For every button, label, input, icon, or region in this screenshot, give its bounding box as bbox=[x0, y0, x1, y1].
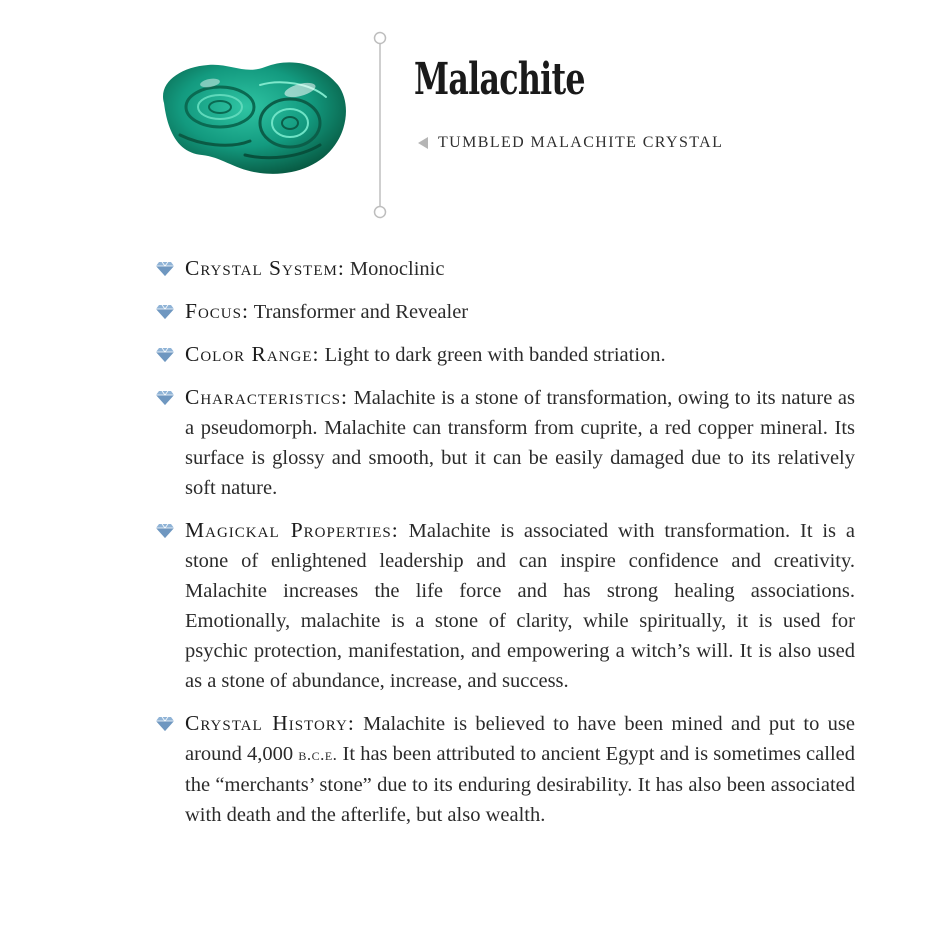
diamond-gem-icon bbox=[155, 390, 175, 406]
entry-text bbox=[185, 708, 855, 830]
entry-term: Crystal History: bbox=[185, 711, 355, 735]
triangle-left-icon bbox=[418, 137, 428, 149]
entry-text bbox=[185, 339, 855, 370]
entry-term: Crystal System: bbox=[185, 256, 345, 280]
entry-description-continued: It has been attributed to ancient Egypt and is sometimes called the “merchants’ stone” due to its enduring desirability. It has also been associated with death and the afterlife, but also wealth. bbox=[185, 743, 855, 826]
diamond-gem-icon bbox=[155, 523, 175, 539]
caption-text: TUMBLED MALACHITE CRYSTAL bbox=[438, 134, 724, 151]
entry-term: Focus: bbox=[185, 299, 249, 323]
crystal-properties-list bbox=[155, 253, 855, 842]
entry-term: Characteristics: bbox=[185, 385, 348, 409]
list-item-characteristics bbox=[155, 382, 855, 503]
entry-text bbox=[185, 253, 855, 284]
list-item-crystal-history bbox=[155, 708, 855, 830]
diamond-gem-icon bbox=[155, 304, 175, 320]
malachite-stone-image bbox=[150, 45, 355, 185]
list-item-crystal-system bbox=[155, 253, 855, 284]
entry-description: Light to dark green with banded striation. bbox=[319, 344, 666, 366]
entry-description: Malachite is a stone of transformation, owing to its nature as a pseudomorph. Malachite can transform from cuprite, a red copper mineral. Its surface is glossy and smooth, but it can be easily damaged due to its relatively soft nature. bbox=[185, 387, 855, 499]
list-item-focus bbox=[155, 296, 855, 327]
diamond-gem-icon bbox=[155, 716, 175, 732]
diamond-gem-icon bbox=[155, 347, 175, 363]
entry-text bbox=[185, 515, 855, 696]
entry-description: Malachite is believed to have been mined and put to use around 4,000 bbox=[185, 713, 855, 765]
entry-text bbox=[185, 382, 855, 503]
diamond-gem-icon bbox=[155, 261, 175, 277]
list-item-color-range bbox=[155, 339, 855, 370]
era-abbreviation: b.c.e. bbox=[298, 745, 338, 764]
list-item-magickal-properties bbox=[155, 515, 855, 696]
entry-description: Transformer and Revealer bbox=[248, 301, 469, 323]
entry-description: Monoclinic bbox=[344, 258, 445, 280]
page-title: Malachite bbox=[414, 54, 585, 105]
header-divider bbox=[373, 30, 387, 220]
entry-term: Magickal Properties: bbox=[185, 518, 399, 542]
entry-description: Malachite is associated with transformation. It is a stone of enlightened leadership and can inspire confidence and creativity. Malachite increases the life force and has strong healing associations. Emotionally, malachite is a stone of clarity, while spiritually, it is used for psychic protection, manifestation, and empowering a witch’s will. It is also used as a stone of abundance, increase, and success. bbox=[185, 520, 855, 692]
image-caption bbox=[418, 134, 723, 152]
entry-term: Color Range: bbox=[185, 342, 320, 366]
entry-text bbox=[185, 296, 855, 327]
